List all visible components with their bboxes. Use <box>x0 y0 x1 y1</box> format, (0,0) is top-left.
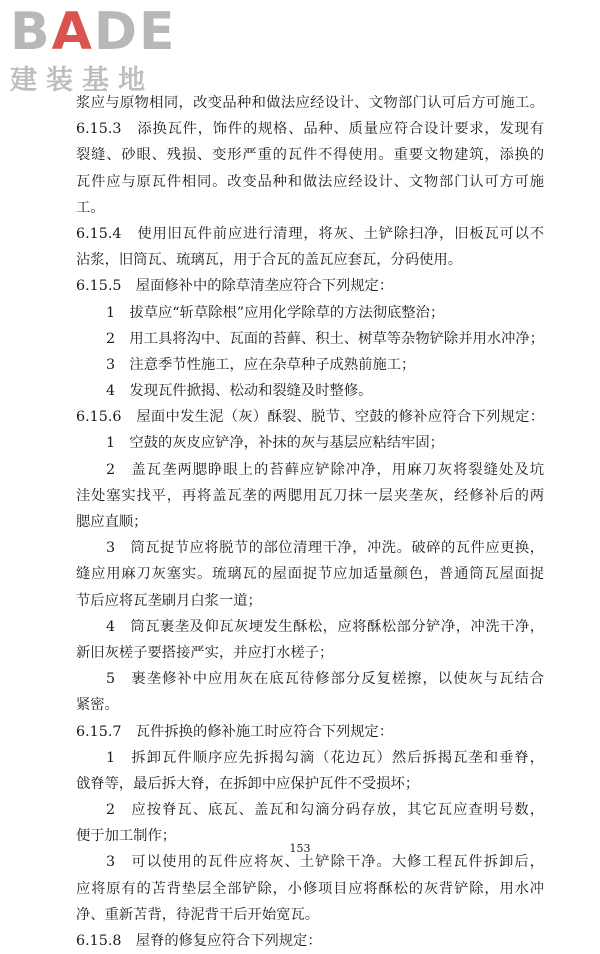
text-line: 6.15.8 屋脊的修复应符合下列规定： <box>76 933 322 949</box>
text-line: 2 应按脊瓦、底瓦、盖瓦和勾滴分码存放，其它瓦应查明号数， <box>106 802 544 819</box>
text-line: 1 拆卸瓦件顺序应先拆揭勾滴（花边瓦）然后拆揭瓦垄和垂脊， <box>106 749 544 766</box>
text-line: 1 空鼓的灰皮应铲净，补抹的灰与基层应粘结牢固； <box>106 435 444 452</box>
text-line: 3 筒瓦捉节应将脱节的部位清理干净，冲洗。破碎的瓦件应更换， <box>106 540 544 557</box>
text-line: 工。 <box>76 199 105 216</box>
text-line: 瓦件应与原瓦件相同。改变品种和做法应经设计、文物部门认可方可施 <box>76 173 544 190</box>
text-line: 腮应直顺； <box>76 514 148 530</box>
text-line: 4 发现瓦件掀揭、松动和裂缝及时整修。 <box>106 383 373 400</box>
text-line: 6.15.4 使用旧瓦件前应进行清理，将灰、土铲除扫净，旧板瓦可以不 <box>76 225 544 242</box>
text-line: 1 拔草应“斩草除根”应用化学除草的方法彻底整治； <box>106 304 445 321</box>
logo-letter-b: B <box>10 2 52 62</box>
logo-wordmark <box>10 4 180 60</box>
text-line: 6.15.6 屋面中发生泥（灰）酥裂、脱节、空鼓的修补应符合下列规定： <box>76 409 544 426</box>
text-line: 3 注意季节性施工，应在杂草种子成熟前施工； <box>106 356 416 373</box>
text-line: 裂缝、砂眼、残损、变形严重的瓦件不得使用。重要文物建筑，添换的 <box>76 147 544 164</box>
text-line: 新旧灰槎子要搭接严实，并应打水槎子； <box>76 644 334 661</box>
text-line: 应将原有的苫背垫层全部铲除，小修项目应将酥松的灰背铲除，用水冲 <box>76 880 544 897</box>
text-line: 2 用工具将沟中、瓦面的苔藓、积土、树草等杂物铲除并用水冲净； <box>106 330 544 347</box>
text-line: 洼处塞实找平，再将盖瓦垄的两腮用瓦刀抹一层夹垄灰，经修补后的两 <box>76 487 544 504</box>
page-number: 153 <box>289 842 311 855</box>
text-line: 缝应用麻刀灰塞实。琉璃瓦的屋面捉节应加适量颜色，普通筒瓦屋面捉 <box>76 566 544 583</box>
logo-subtitle: 建装基地 <box>10 65 154 96</box>
watermark-logo <box>10 4 180 104</box>
logo-letter-a: A <box>51 2 94 62</box>
body-text <box>76 90 544 954</box>
text-line: 5 裹垄修补中应用灰在底瓦待修部分反复槎擦，以使灰与瓦结合 <box>106 671 544 688</box>
text-line: 4 筒瓦裹垄及仰瓦灰埂发生酥松，应将酥松部分铲净，冲洗干净， <box>106 618 544 635</box>
text-line: 浆应与原物相同，改变品种和做法应经设计、文物部门认可后方可施工。 <box>76 95 544 111</box>
text-line: 3 可以使用的瓦件应将灰、土铲除干净。大修工程瓦件拆卸后， <box>106 854 544 871</box>
logo-letters-de: DE <box>93 2 177 62</box>
text-line: 紧密。 <box>76 697 119 714</box>
text-line: 戗脊等，最后拆大脊，在拆卸中应保护瓦件不受损坏； <box>76 775 420 792</box>
text-line: 6.15.5 屋面修补中的除草清垄应符合下列规定： <box>76 278 394 295</box>
text-line: 6.15.7 瓦件拆换的修补施工时应符合下列规定： <box>76 723 394 740</box>
text-line: 6.15.3 添换瓦件，饰件的规格、品种、质量应符合设计要求，发现有 <box>76 121 544 138</box>
text-line: 2 盖瓦垄两腮睁眼上的苔藓应铲除冲净，用麻刀灰将裂缝处及坑 <box>106 461 544 478</box>
text-line: 净、重新苫背，待泥背干后开始宽瓦。 <box>76 906 320 923</box>
text-line: 便于加工制作； <box>76 828 177 845</box>
text-line: 沾浆，旧筒瓦、琉璃瓦，用于合瓦的盖瓦应套瓦，分码使用。 <box>76 252 463 269</box>
text-line: 节后应将瓦垄刷月白浆一道； <box>76 592 262 609</box>
